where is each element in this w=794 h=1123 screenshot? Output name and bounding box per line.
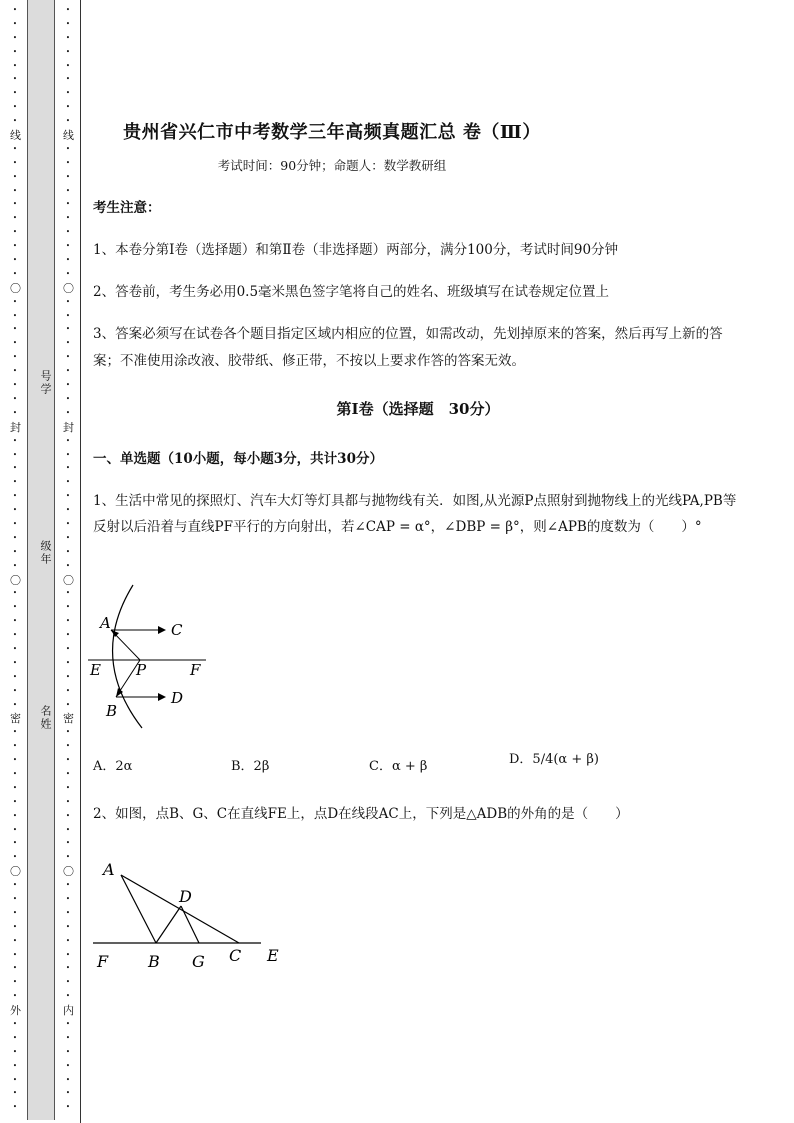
binding-dot: •	[65, 686, 71, 695]
binding-dot: •	[12, 1047, 18, 1056]
binding-dot: •	[65, 19, 71, 28]
inner-label: 内	[63, 1004, 74, 1018]
binding-dot: •	[65, 672, 71, 681]
binding-dot: •	[65, 895, 71, 903]
binding-dot: •	[65, 450, 71, 459]
fig2-label-b: B	[148, 952, 160, 970]
q1-option-d: D．5/4(α + β)	[509, 752, 599, 767]
binding-dot: •	[65, 1075, 71, 1084]
binding-dot: •	[12, 631, 18, 640]
binding-dot: •	[12, 728, 18, 737]
outer-dot-column	[10, 4, 20, 1122]
binding-dot: •	[12, 367, 18, 376]
fig1-label-a: A	[100, 614, 111, 632]
binding-dot: •	[12, 33, 18, 42]
fig1-label-p: P	[136, 661, 147, 679]
binding-dot: •	[65, 603, 71, 612]
binding-dot: •	[12, 61, 18, 70]
binding-dot: •	[12, 242, 18, 251]
binding-dot: •	[12, 978, 18, 987]
binding-dot: •	[65, 47, 71, 56]
binding-dot: •	[12, 19, 18, 28]
binding-dot: •	[65, 1089, 71, 1098]
binding-dot: •	[65, 478, 71, 487]
fig2-label-c: C	[229, 946, 242, 965]
binding-dot: •	[12, 769, 18, 778]
binding-dot: •	[65, 408, 71, 417]
binding-dot: •	[12, 214, 18, 223]
binding-dot: •	[12, 269, 18, 278]
fig1-label-b: B	[106, 702, 118, 720]
binding-dot: •	[65, 200, 71, 209]
student-info-bar	[27, 0, 55, 1120]
binding-dot: •	[65, 1047, 71, 1056]
binding-dot: •	[65, 61, 71, 70]
binding-dot: •	[65, 33, 71, 42]
binding-dot: •	[12, 992, 18, 1001]
binding-dot: •	[65, 936, 71, 945]
notice-item-1: 1、本卷分第Ⅰ卷（选择题）和第Ⅱ卷（非选择题）两部分，满分100分，考试时间90分钟	[93, 242, 619, 258]
binding-dot: •	[12, 75, 18, 84]
field-name: 名姓	[39, 705, 52, 731]
binding-dot: •	[65, 964, 71, 973]
fig1-label-c: C	[171, 621, 183, 639]
binding-dot: •	[12, 964, 18, 973]
binding-dot: •	[65, 381, 71, 390]
binding-dot: •	[65, 89, 71, 98]
binding-dot: •	[65, 756, 71, 765]
fig2-label-a: A	[103, 860, 115, 879]
inner-label: 〇	[63, 573, 74, 587]
binding-dot: •	[65, 769, 71, 778]
binding-dot: •	[12, 756, 18, 765]
binding-dot: •	[12, 47, 18, 56]
binding-dot: •	[65, 908, 71, 917]
binding-dot: •	[65, 436, 71, 445]
binding-dot: •	[65, 922, 71, 931]
binding-dot: •	[12, 617, 18, 626]
binding-dot: •	[12, 200, 18, 209]
binding-dot: •	[65, 797, 71, 806]
binding-dot: •	[65, 1061, 71, 1070]
binding-dot: •	[65, 1033, 71, 1042]
binding-dot: •	[12, 436, 18, 445]
outer-label: 封	[10, 420, 21, 434]
binding-dot: •	[65, 617, 71, 626]
binding-dot: •	[12, 839, 18, 848]
binding-dot: •	[65, 1103, 71, 1112]
binding-dot: •	[12, 686, 18, 695]
binding-dot: •	[12, 158, 18, 167]
field-student-number: 号学	[39, 370, 52, 396]
binding-dot: •	[65, 992, 71, 1001]
binding-dot: •	[12, 895, 18, 903]
binding-dot: •	[65, 728, 71, 737]
binding-dot: •	[65, 631, 71, 640]
binding-dot: •	[65, 172, 71, 181]
outer-label: 〇	[10, 865, 21, 879]
binding-dot: •	[12, 672, 18, 681]
fig2-label-d: D	[179, 887, 192, 906]
exam-info: 考试时间：90分钟；命题人：数学教研组	[217, 158, 447, 173]
binding-dot: •	[12, 450, 18, 459]
question-2-figure	[91, 855, 291, 970]
outer-label: 〇	[10, 573, 21, 587]
outer-label: 〇	[10, 281, 21, 295]
binding-dot: •	[12, 6, 18, 14]
binding-dot: •	[65, 464, 71, 473]
binding-dot: •	[12, 742, 18, 751]
binding-dot: •	[65, 103, 71, 112]
binding-dot: •	[12, 492, 18, 501]
binding-dot: •	[65, 228, 71, 237]
binding-dot: •	[12, 464, 18, 473]
binding-dot: •	[12, 325, 18, 334]
outer-label: 线	[10, 129, 21, 143]
binding-dot: •	[12, 853, 18, 862]
binding-dot: •	[65, 978, 71, 987]
binding-dot: •	[65, 658, 71, 667]
binding-dot: •	[65, 269, 71, 278]
binding-dot: •	[12, 1033, 18, 1042]
binding-dot: •	[12, 506, 18, 515]
binding-dot: •	[12, 908, 18, 917]
question-2-text: 2、如图，点B、G、C在直线FE上，点D在线段AC上，下列是△ADB的外角的是（ ）	[93, 806, 629, 822]
binding-dot: •	[12, 1103, 18, 1112]
binding-dot: •	[12, 797, 18, 806]
binding-dot: •	[12, 394, 18, 403]
binding-dot: •	[12, 117, 18, 126]
part-heading: 一、单选题（10小题，每小题3分，共计30分）	[93, 451, 383, 467]
notice-heading: 考生注意：	[93, 200, 161, 216]
notice-item-3: 3、答案必须写在试卷各个题目指定区域内相应的位置，如需改动，先划掉原来的答案，然后再写上新的答案；不准使用涂改液、胶带纸、修正带，不按以上要求作答的答案无效。	[93, 326, 723, 369]
binding-dot: •	[12, 144, 18, 153]
fig1-label-e: E	[90, 661, 101, 679]
inner-label: 线	[63, 129, 74, 143]
binding-dot: •	[65, 75, 71, 84]
fig2-label-g: G	[192, 952, 205, 970]
binding-dot: •	[12, 825, 18, 834]
binding-dot: •	[65, 700, 71, 709]
binding-dot: •	[12, 478, 18, 487]
page-title: 贵州省兴仁市中考数学三年高频真题汇总 卷（Ⅲ）	[123, 122, 541, 143]
notice-item-2: 2、答卷前，考生务必用0.5毫米黑色签字笔将自己的姓名、班级填写在试卷规定位置上	[93, 284, 610, 300]
q1-option-a: A．2α	[93, 759, 133, 774]
binding-dot: •	[65, 950, 71, 959]
binding-dot: •	[12, 256, 18, 265]
binding-dot: •	[12, 700, 18, 709]
binding-dot: •	[65, 519, 71, 528]
binding-dot: •	[12, 1061, 18, 1070]
binding-dot: •	[65, 561, 71, 570]
margin-border	[80, 0, 81, 1123]
binding-dot: •	[12, 1075, 18, 1084]
binding-dot: •	[12, 297, 18, 306]
binding-dot: •	[65, 297, 71, 306]
binding-dot: •	[12, 533, 18, 542]
binding-dot: •	[65, 214, 71, 223]
binding-dot: •	[12, 881, 18, 890]
binding-dot: •	[65, 839, 71, 848]
binding-dot: •	[12, 561, 18, 570]
binding-dot: •	[65, 256, 71, 265]
binding-dot: •	[65, 881, 71, 890]
binding-dot: •	[12, 228, 18, 237]
binding-dot: •	[65, 492, 71, 501]
binding-dot: •	[65, 117, 71, 126]
binding-dot: •	[65, 533, 71, 542]
inner-label: 密	[63, 712, 74, 726]
binding-dot: •	[12, 644, 18, 653]
inner-label: 〇	[63, 865, 74, 879]
fig1-label-f: F	[190, 661, 201, 679]
binding-dot: •	[65, 158, 71, 167]
binding-dot: •	[12, 658, 18, 667]
binding-dot: •	[65, 339, 71, 348]
binding-dot: •	[65, 783, 71, 792]
binding-dot: •	[65, 547, 71, 556]
binding-dot: •	[12, 936, 18, 945]
field-class: 级年	[39, 540, 52, 566]
binding-margin	[0, 0, 84, 1123]
inner-label: 封	[63, 420, 74, 434]
outer-label: 密	[10, 712, 21, 726]
binding-dot: •	[65, 6, 71, 14]
binding-dot: •	[65, 644, 71, 653]
fig2-label-f: F	[97, 952, 109, 970]
question-1-figure	[88, 580, 218, 735]
inner-label: 〇	[63, 281, 74, 295]
inner-dot-column	[63, 4, 73, 1122]
binding-dot: •	[12, 589, 18, 598]
binding-dot: •	[65, 825, 71, 834]
binding-dot: •	[65, 853, 71, 862]
binding-dot: •	[12, 353, 18, 362]
binding-dot: •	[65, 811, 71, 820]
question-1-text: 1、生活中常见的探照灯、汽车大灯等灯具都与抛物线有关．如图,从光源P点照射到抛物线上的光线PA,PB等反射以后沿着与直线PF平行的方向射出，若∠CAP = α°，∠DBP = β°，则∠APB的度数为（ ）°	[93, 493, 737, 535]
binding-dot: •	[12, 172, 18, 181]
fig2-label-e: E	[267, 946, 279, 965]
binding-dot: •	[12, 311, 18, 320]
binding-dot: •	[65, 186, 71, 195]
binding-dot: •	[65, 144, 71, 153]
fig1-label-d: D	[171, 689, 184, 707]
binding-dot: •	[12, 103, 18, 112]
binding-dot: •	[12, 89, 18, 98]
binding-dot: •	[65, 242, 71, 251]
binding-dot: •	[12, 381, 18, 390]
binding-dot: •	[65, 1020, 71, 1029]
binding-dot: •	[65, 367, 71, 376]
binding-dot: •	[65, 506, 71, 515]
binding-dot: •	[12, 950, 18, 959]
binding-dot: •	[65, 325, 71, 334]
binding-dot: •	[12, 186, 18, 195]
binding-dot: •	[12, 547, 18, 556]
binding-dot: •	[65, 589, 71, 598]
binding-dot: •	[12, 603, 18, 612]
q1-option-c: C．α + β	[369, 759, 428, 774]
binding-dot: •	[12, 811, 18, 820]
binding-dot: •	[12, 783, 18, 792]
outer-label: 外	[10, 1004, 21, 1018]
binding-dot: •	[12, 1089, 18, 1098]
binding-dot: •	[12, 339, 18, 348]
binding-dot: •	[12, 922, 18, 931]
q1-option-b: B．2β	[231, 759, 270, 774]
binding-dot: •	[12, 408, 18, 417]
binding-dot: •	[65, 394, 71, 403]
binding-dot: •	[65, 742, 71, 751]
section-title: 第Ⅰ卷（选择题 30分）	[336, 400, 500, 418]
binding-dot: •	[65, 311, 71, 320]
binding-dot: •	[12, 519, 18, 528]
binding-dot: •	[12, 1020, 18, 1029]
binding-dot: •	[65, 353, 71, 362]
